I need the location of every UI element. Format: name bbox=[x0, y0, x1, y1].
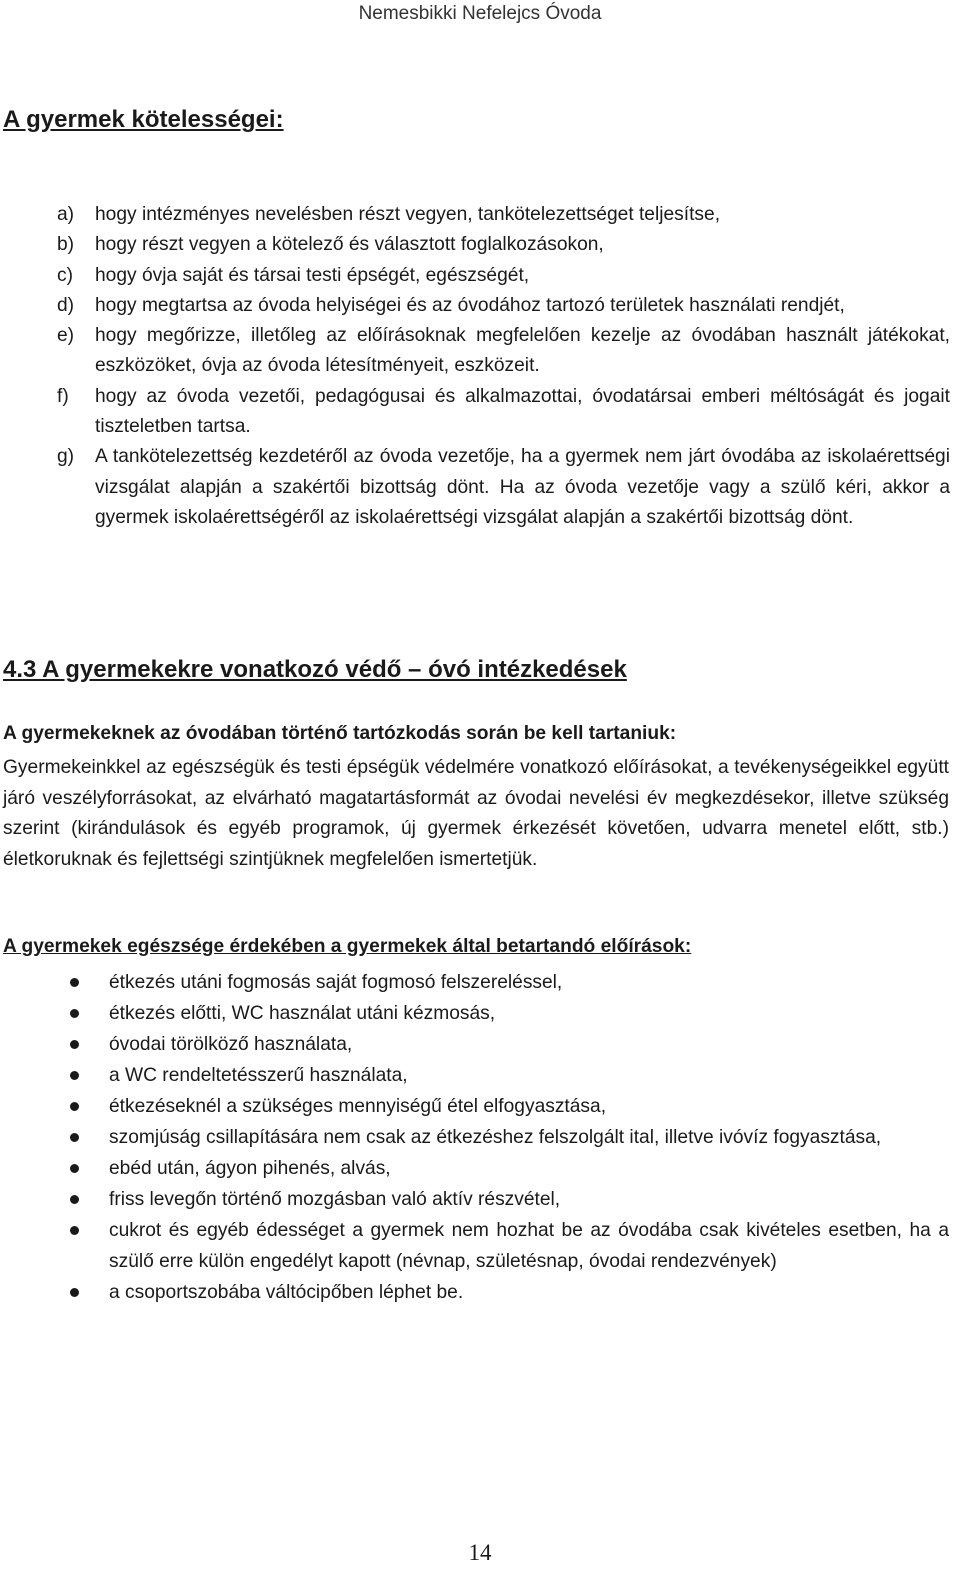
list-item-text: étkezés előtti, WC használat utáni kézmosás, bbox=[109, 1003, 496, 1024]
health-rules-heading: A gyermekek egészsége érdekében a gyermekek által betartandó előírások: bbox=[3, 936, 692, 957]
list-item bbox=[67, 1122, 949, 1153]
list-item bbox=[67, 1277, 949, 1308]
list-item bbox=[67, 1091, 949, 1122]
list-marker: c) bbox=[57, 264, 73, 286]
list-item bbox=[67, 1215, 949, 1277]
list-item bbox=[67, 967, 949, 998]
list-item-text: hogy részt vegyen a kötelező és választott foglalkozásokon, bbox=[95, 234, 604, 256]
list-item-text: a csoportszobába váltócipőben léphet be. bbox=[109, 1282, 464, 1303]
list-item-text: hogy intézményes nevelésben részt vegyen, tankötelezettséget teljesítse, bbox=[95, 204, 721, 225]
list-item-text: A tankötelezettség kezdetéről az óvoda vezetője, ha a gyermek nem járt óvodába az iskolaérettségi vizsgálat alapján a szakértői bizottság dönt. Ha az óvoda vezetője vagy a szülő kéri, akkor a gyermek iskolaérettségéről az iskolaérettségi vizsgálat alapján a szakértői bizottság dönt. bbox=[95, 446, 950, 528]
duty-item-d bbox=[57, 291, 950, 321]
list-item-text: hogy óvja saját és társai testi épségét, egészségét, bbox=[95, 264, 530, 286]
page-number: 14 bbox=[468, 1540, 492, 1565]
duties-heading: A gyermek kötelességei: bbox=[3, 106, 284, 133]
bullet-icon bbox=[67, 967, 109, 998]
duties-list bbox=[57, 200, 950, 533]
bullet-icon bbox=[67, 1060, 109, 1091]
list-item-text: étkezés utáni fogmosás saját fogmosó felszereléssel, bbox=[109, 972, 563, 993]
bullet-icon bbox=[67, 1215, 109, 1277]
bullet-icon bbox=[67, 1091, 109, 1122]
list-item-text: friss levegőn történő mozgásban való aktív részvétel, bbox=[109, 1189, 561, 1210]
page-header: Nemesbikki Nefelejcs Óvoda bbox=[358, 3, 602, 24]
bullet-icon bbox=[67, 1122, 109, 1153]
bullet-icon bbox=[67, 1153, 109, 1184]
duty-item-c bbox=[57, 261, 950, 291]
health-rules-list bbox=[67, 967, 949, 1308]
list-item-text: a WC rendeltetésszerű használata, bbox=[109, 1065, 408, 1086]
list-marker: e) bbox=[57, 325, 75, 347]
bullet-icon bbox=[67, 998, 109, 1029]
list-item-text: étkezéseknél a szükséges mennyiségű étel elfogyasztása, bbox=[109, 1096, 607, 1117]
duty-item-e bbox=[57, 321, 950, 382]
bullet-icon bbox=[67, 1184, 109, 1215]
list-marker: a) bbox=[57, 204, 75, 225]
duty-item-g bbox=[57, 442, 950, 533]
list-marker: d) bbox=[57, 294, 75, 316]
list-item bbox=[67, 1153, 949, 1184]
bullet-icon bbox=[67, 1029, 109, 1060]
duty-item-b bbox=[57, 230, 950, 260]
list-item-text: ebéd után, ágyon pihenés, alvás, bbox=[109, 1158, 391, 1179]
list-item bbox=[67, 1184, 949, 1215]
duty-item-a bbox=[57, 200, 950, 230]
section-heading: 4.3 A gyermekekre vonatkozó védő – óvó intézkedések bbox=[3, 656, 627, 683]
section-subheading: A gyermekeknek az óvodában történő tartózkodás során be kell tartaniuk: bbox=[3, 723, 677, 744]
list-item bbox=[67, 1029, 949, 1060]
list-item-text: óvodai törölköző használata, bbox=[109, 1034, 353, 1055]
list-item-text: hogy megőrizze, illetőleg az előírásoknak megfelelően kezelje az óvodában használt játékokat, eszközöket, óvja az óvoda létesítményeit, eszközeit. bbox=[95, 325, 950, 377]
section-paragraph: Gyermekeinkkel az egészségük és testi épségük védelmére vonatkozó előírásokat, a tevékenységeikkel együtt járó veszélyforrásokat, az elvárható magatartásformát az óvodai nevelési év megkezdésekor, illetve szükség szerint (kirándulások és egyéb programok, új gyermek érkezését követően, udvarra menetel előtt, stb.) életkoruknak és fejlettségi szintjüknek megfelelően ismertetjük. bbox=[3, 757, 949, 870]
list-item-text: hogy megtartsa az óvoda helyiségei és az óvodához tartozó területek használati rendjét, bbox=[95, 294, 845, 316]
list-item-text: hogy az óvoda vezetői, pedagógusai és alkalmazottai, óvodatársai emberi méltóságát és jogait tiszteletben tartsa. bbox=[95, 385, 950, 438]
list-marker: g) bbox=[57, 446, 75, 468]
list-marker: b) bbox=[57, 234, 75, 256]
list-item-text: szomjúság csillapítására nem csak az étkezéshez felszolgált ital, illetve ivóvíz fogyasztása, bbox=[109, 1127, 882, 1148]
list-marker: f) bbox=[57, 385, 69, 407]
duty-item-f bbox=[57, 382, 950, 443]
bullet-icon bbox=[67, 1277, 109, 1308]
list-item bbox=[67, 1060, 949, 1091]
list-item-text: cukrot és egyéb édességet a gyermek nem hozhat be az óvodába csak kivételes esetben, ha a szülő erre külön engedélyt kapott (névnap, születésnap, óvodai rendezvények) bbox=[109, 1220, 949, 1272]
list-item bbox=[67, 998, 949, 1029]
